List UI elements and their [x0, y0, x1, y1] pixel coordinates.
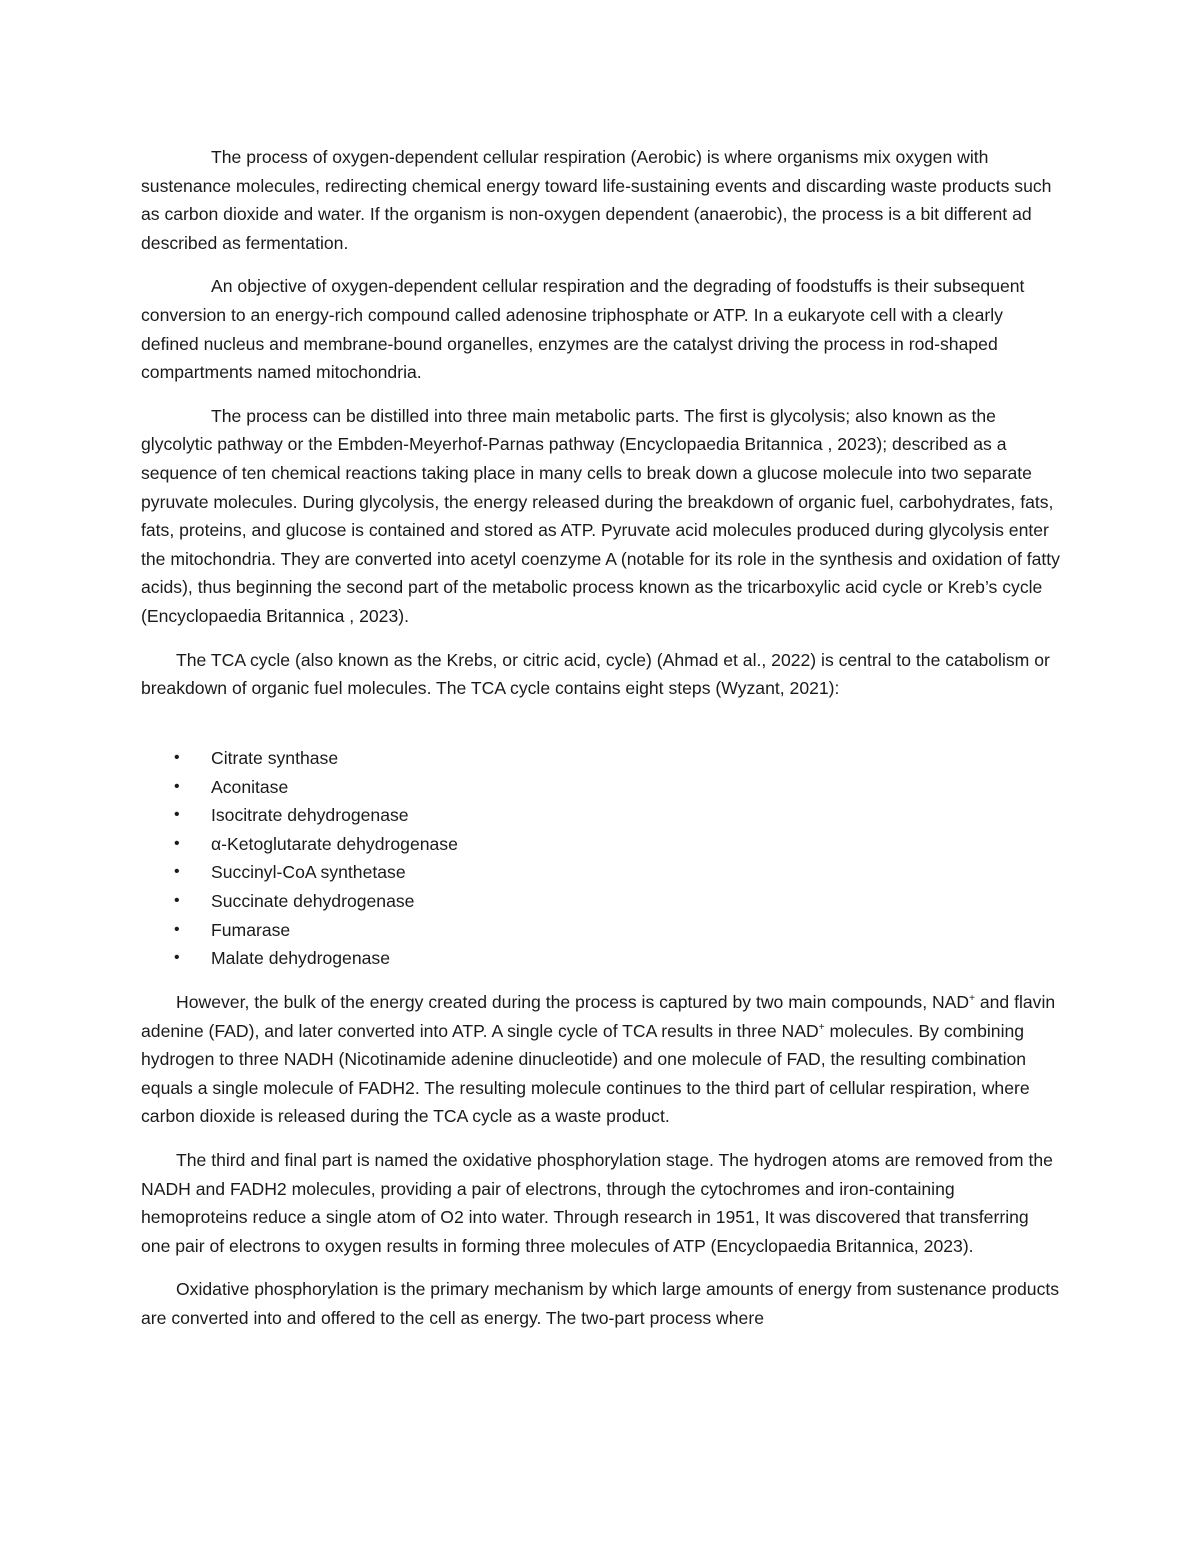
bullet-icon: •	[174, 749, 180, 766]
intro-paragraphs	[141, 143, 1061, 703]
bullet-icon: •	[174, 891, 180, 909]
list-item: • Malate dehydrogenase	[141, 944, 458, 973]
bullet-icon: •	[174, 949, 180, 967]
list-item: • Succinate dehydrogenase	[141, 887, 458, 916]
paragraph-energy-capture: However, the bulk of the energy created during the process is captured by two main compounds, NAD+ and flavin adenine (FAD), and later converted into ATP. A single cycle of TCA results in three NAD+ molecules. By combining hydrogen to three NADH (Nicotinamide adenine dinucleotide) and one molecule of FAD, the resulting combination equals a single molecule of FADH2. The resulting molecule continues to the third part of cellular respiration, where carbon dioxide is released during the TCA cycle as a waste product.	[141, 992, 1056, 1127]
list-item: • α-Ketoglutarate dehydrogenase	[141, 830, 458, 859]
list-item: • Citrate synthase	[141, 744, 458, 773]
tca-steps-list	[141, 744, 458, 973]
bullet-icon: •	[174, 863, 180, 881]
paragraph-aerobic-respiration: The process of oxygen-dependent cellular respiration (Aerobic) is where organisms mix oxygen with sustenance molecules, redirecting chemical energy toward life-sustaining events and discarding waste products such as carbon dioxide and water. If the organism is non-oxygen dependent (anaerobic), the process is a bit different ad described as fermentation.	[141, 147, 1052, 253]
paragraph-oxidative-phosphorylation-mechanism: Oxidative phosphorylation is the primary mechanism by which large amounts of energy from sustenance products are converted into and offered to the cell as energy. The two-part process where	[141, 1279, 1060, 1328]
bullet-icon: •	[174, 920, 180, 938]
bullet-icon: •	[174, 777, 180, 795]
paragraph-glycolysis: The process can be distilled into three main metabolic parts. The first is glycolysis; also known as the glycolytic pathway or the Embden-Meyerhof-Parnas pathway (Encyclopaedia Britannica , 2023); described as a sequence of ten chemical reactions taking place in many cells to break down a glucose molecule into two separate pyruvate molecules. During glycolysis, the energy released during the breakdown of organic fuel, carbohydrates, fats, fats, proteins, and glucose is contained and stored as ATP. Pyruvate acid molecules produced during glycolysis enter the mitochondria. They are converted into acetyl coenzyme A (notable for its role in the synthesis and oxidation of fatty acids), thus beginning the second part of the metabolic process known as the tricarboxylic acid cycle or Kreb’s cycle (Encyclopaedia Britannica , 2023).	[141, 405, 1060, 626]
list-item: • Succinyl-CoA synthetase	[141, 858, 458, 887]
bullet-icon: •	[174, 834, 180, 852]
paragraph-atp-objective: An objective of oxygen-dependent cellular respiration and the degrading of foodstuffs is their subsequent conversion to an energy-rich compound called adenosine triphosphate or ATP. In a eukaryote cell with a clearly defined nucleus and membrane-bound organelles, enzymes are the catalyst driving the process in rod-shaped compartments named mitochondria.	[141, 276, 1025, 383]
list-item: • Isocitrate dehydrogenase	[141, 801, 458, 830]
paragraph-oxidative-phosphorylation-stage: The third and final part is named the oxidative phosphorylation stage. The hydrogen atoms are removed from the NADH and FADH2 molecules, providing a pair of electrons, through the cytochromes and iron-containing hemoproteins reduce a single atom of O2 into water. Through research in 1951, It was discovered that transferring one pair of electrons to oxygen results in forming three molecules of ATP (Encyclopaedia Britannica, 2023).	[141, 1149, 1053, 1256]
list-item: • Aconitase	[141, 773, 458, 802]
list-item: • Fumarase	[141, 916, 458, 945]
closing-paragraphs	[141, 988, 1061, 1333]
bullet-icon: •	[174, 806, 180, 824]
paragraph-tca-cycle: The TCA cycle (also known as the Krebs, or citric acid, cycle) (Ahmad et al., 2022) is central to the catabolism or breakdown of organic fuel molecules. The TCA cycle contains eight steps (Wyzant, 2021):	[141, 649, 1050, 699]
